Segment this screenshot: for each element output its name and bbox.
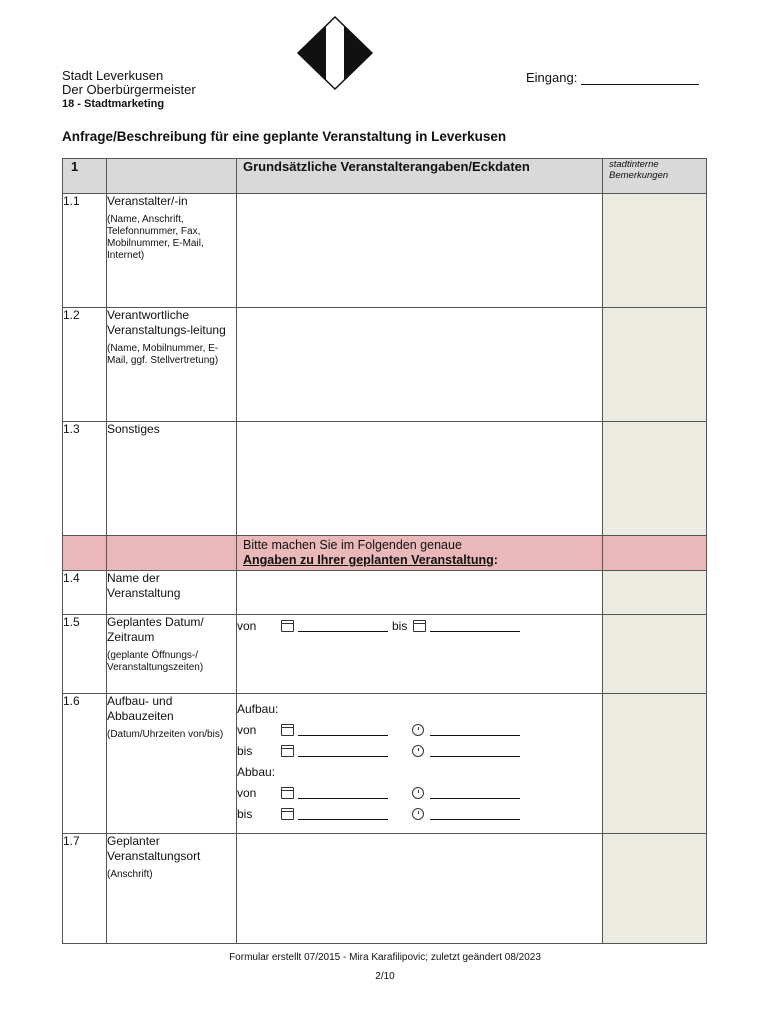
row-hint: (Datum/Uhrzeiten von/bis) bbox=[107, 729, 224, 740]
info-text-line2: Angaben zu Ihrer geplanten Veranstaltung bbox=[243, 553, 494, 567]
date-from-field[interactable] bbox=[298, 620, 388, 632]
row-number: 1.4 bbox=[63, 571, 107, 615]
aufbau-date-to[interactable] bbox=[298, 745, 388, 757]
table-row: 1.5 Geplantes Datum/ Zeitraum (geplante Öffnungs-/ Veranstaltungszeiten) von bis bbox=[63, 615, 707, 694]
row-number: 1.1 bbox=[63, 194, 107, 308]
row-label: Name der Veranstaltung bbox=[107, 571, 181, 600]
city-logo-icon bbox=[296, 16, 374, 90]
row-number: 1.6 bbox=[63, 694, 107, 834]
page-footer bbox=[0, 948, 770, 986]
row-label: Geplanter Veranstaltungsort bbox=[107, 834, 201, 863]
remark-cell bbox=[603, 194, 707, 308]
calendar-icon[interactable] bbox=[281, 787, 294, 799]
table-row: 1.6 Aufbau- und Abbauzeiten (Datum/Uhrzeiten von/bis) Aufbau: von bis Abbau: von bis bbox=[63, 694, 707, 834]
page-number: 2/10 bbox=[375, 971, 395, 982]
clock-icon[interactable] bbox=[412, 745, 424, 757]
abbau-date-from[interactable] bbox=[298, 787, 388, 799]
calendar-icon[interactable] bbox=[281, 724, 294, 736]
row-label: Aufbau- und Abbauzeiten bbox=[107, 694, 174, 723]
clock-icon[interactable] bbox=[412, 808, 424, 820]
row-label: Veranstalter/-in bbox=[107, 194, 188, 208]
eingang-line[interactable] bbox=[581, 72, 699, 85]
eingang-label: Eingang: bbox=[526, 70, 578, 85]
event-lead-input[interactable] bbox=[237, 308, 603, 422]
event-form-table bbox=[62, 158, 707, 944]
remark-cell bbox=[603, 834, 707, 944]
date-to-field[interactable] bbox=[430, 620, 520, 632]
page-title: Anfrage/Beschreibung für eine geplante Veranstaltung in Leverkusen bbox=[62, 129, 507, 144]
abbau-label: Abbau: bbox=[237, 764, 276, 779]
footer-note: Formular erstellt 07/2015 - Mira Karafilipovic; zuletzt geändert 08/2023 bbox=[229, 952, 541, 963]
venue-input[interactable] bbox=[237, 834, 603, 944]
aufbau-time-to[interactable] bbox=[430, 745, 520, 757]
org-mayor: Der Oberbürgermeister bbox=[62, 82, 196, 97]
row-hint: (geplante Öffnungs-/ Veranstaltungszeiten) bbox=[107, 650, 204, 673]
row-hint: (Name, Mobilnummer, E-Mail, ggf. Stellvertretung) bbox=[107, 343, 219, 366]
org-city: Stadt Leverkusen bbox=[62, 68, 164, 83]
aufbau-label: Aufbau: bbox=[237, 701, 279, 716]
org-department: 18 - Stadtmarketing bbox=[62, 98, 165, 110]
section-title: Grundsätzliche Veranstalterangaben/Eckdaten bbox=[237, 159, 603, 194]
abbau-time-to[interactable] bbox=[430, 808, 520, 820]
info-row: Bitte machen Sie im Folgenden genaue Angaben zu Ihrer geplanten Veranstaltung: bbox=[63, 536, 707, 571]
row-number: 1.2 bbox=[63, 308, 107, 422]
table-row bbox=[63, 308, 707, 422]
remark-cell bbox=[603, 422, 707, 536]
abbau-date-to[interactable] bbox=[298, 808, 388, 820]
info-text-line1: Bitte machen Sie im Folgenden genaue bbox=[243, 538, 462, 552]
row-number: 1.5 bbox=[63, 615, 107, 694]
table-row bbox=[63, 571, 707, 615]
table-row bbox=[63, 834, 707, 944]
calendar-icon[interactable] bbox=[281, 808, 294, 820]
calendar-icon[interactable] bbox=[281, 620, 294, 632]
calendar-icon[interactable] bbox=[281, 745, 294, 757]
remark-cell bbox=[603, 615, 707, 694]
remarks-header: stadtinterne Bemerkungen bbox=[603, 159, 707, 194]
aufbau-date-from[interactable] bbox=[298, 724, 388, 736]
remark-cell bbox=[603, 571, 707, 615]
row-hint: (Anschrift) bbox=[107, 869, 153, 880]
row-hint: (Name, Anschrift, Telefonnummer, Fax, Mobilnummer, E-Mail, Internet) bbox=[107, 214, 204, 261]
section-number: 1 bbox=[63, 159, 107, 194]
table-header-row bbox=[63, 159, 707, 194]
abbau-time-from[interactable] bbox=[430, 787, 520, 799]
row-label: Verantwortliche Veranstaltungs-leitung bbox=[107, 308, 226, 337]
row-label: Sonstiges bbox=[107, 422, 160, 436]
row-number: 1.3 bbox=[63, 422, 107, 536]
table-row bbox=[63, 194, 707, 308]
organizer-input[interactable] bbox=[237, 194, 603, 308]
table-row bbox=[63, 422, 707, 536]
remark-cell bbox=[603, 694, 707, 834]
aufbau-time-from[interactable] bbox=[430, 724, 520, 736]
misc-input[interactable] bbox=[237, 422, 603, 536]
clock-icon[interactable] bbox=[412, 724, 424, 736]
remark-cell bbox=[603, 308, 707, 422]
clock-icon[interactable] bbox=[412, 787, 424, 799]
organization-block bbox=[62, 69, 196, 111]
eingang-field bbox=[526, 70, 699, 85]
row-number: 1.7 bbox=[63, 834, 107, 944]
calendar-icon[interactable] bbox=[413, 620, 426, 632]
row-label: Geplantes Datum/ Zeitraum bbox=[107, 615, 204, 644]
event-name-input[interactable] bbox=[237, 571, 603, 615]
